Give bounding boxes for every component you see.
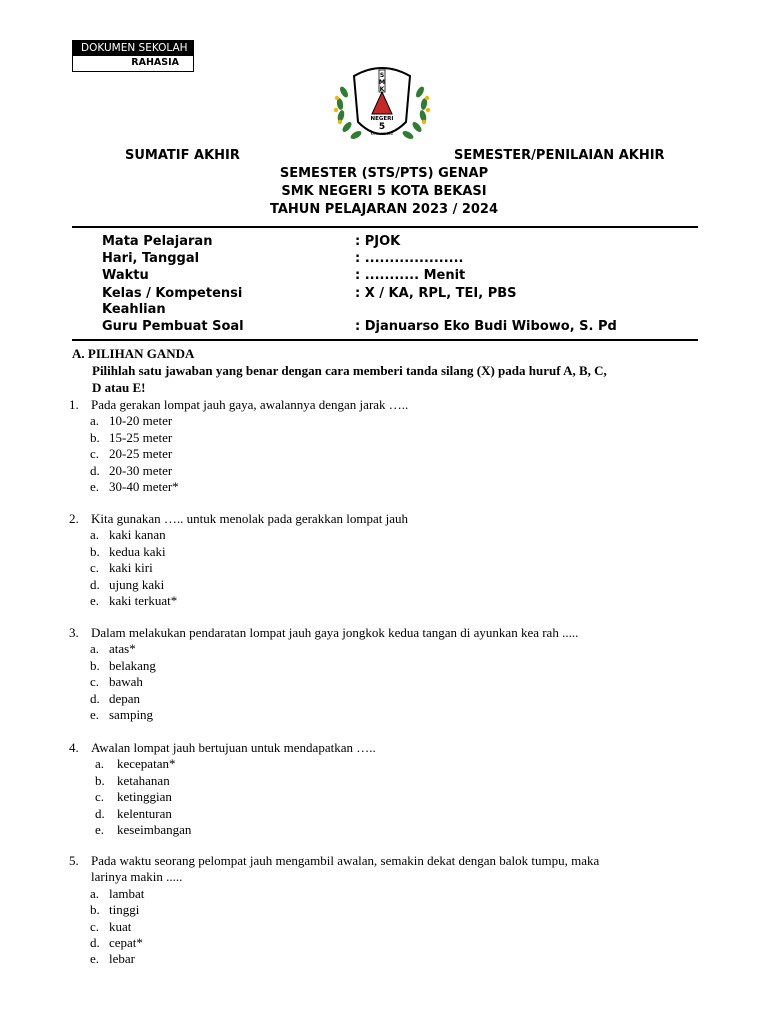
- option-letter: b.: [90, 543, 100, 559]
- option-text: cepat*: [109, 935, 143, 950]
- question-text: Dalam melakukan pendaratan lompat jauh gaya jongkok kedua tangan di ayunkan kea rah .....: [91, 625, 579, 640]
- option-letter: e.: [95, 822, 105, 837]
- header-divider-top: [72, 226, 698, 228]
- header-school: SMK NEGERI 5 KOTA BEKASI: [281, 184, 487, 199]
- option-text: kaki terkuat*: [109, 593, 178, 608]
- option-text: 15-25 meter: [109, 429, 173, 445]
- subject-value: : PJOK: [355, 234, 401, 249]
- logo-letter-s: S: [379, 72, 385, 79]
- header-left-title: SUMATIF AKHIR: [125, 148, 240, 163]
- option-letter: d.: [90, 690, 100, 706]
- stamp-line-2: RAHASIA: [131, 57, 179, 68]
- option-text: kaki kiri: [109, 560, 153, 576]
- class-label-cont: Keahlian: [102, 302, 166, 317]
- option-letter: e.: [90, 479, 100, 494]
- option-letter: a.: [95, 756, 105, 772]
- question-text: Pada gerakan lompat jauh gaya, awalannya dengan jarak …..: [91, 397, 409, 412]
- option-text: 20-25 meter: [109, 446, 173, 462]
- option-text: samping: [109, 707, 154, 722]
- header-right-title: SEMESTER/PENILAIAN AKHIR: [454, 148, 665, 163]
- option-text: kaki kanan: [109, 527, 166, 543]
- option-letter: b.: [90, 657, 100, 673]
- option-text: kuat: [109, 918, 132, 934]
- option-text: ketinggian: [117, 789, 172, 805]
- logo-letter-k: K: [379, 86, 385, 93]
- option-letter: b.: [95, 772, 105, 788]
- logo-number: 5: [378, 122, 386, 132]
- question-number: 5.: [69, 853, 79, 868]
- date-label: Hari, Tanggal: [102, 251, 200, 266]
- question-text: Kita gunakan ….. untuk menolak pada gerakkan lompat jauh: [91, 511, 408, 526]
- option-text: 10-20 meter: [109, 413, 173, 429]
- header-divider-bottom: [72, 339, 698, 341]
- option-letter: c.: [90, 446, 100, 462]
- option-letter: d.: [95, 805, 105, 821]
- time-label: Waktu: [102, 268, 149, 283]
- question-text-cont: larinya makin .....: [91, 869, 183, 885]
- option-text: bawah: [109, 674, 143, 690]
- header-semester: SEMESTER (STS/PTS) GENAP: [279, 166, 489, 181]
- option-letter: c.: [90, 674, 100, 690]
- instruction-line-2: D atau E!: [92, 380, 146, 395]
- date-value: : ....................: [355, 251, 464, 266]
- option-text: belakang: [109, 657, 156, 673]
- option-text: 30-40 meter*: [109, 479, 179, 494]
- document-stamp: [72, 40, 194, 72]
- option-text: depan: [109, 690, 141, 706]
- class-label: Kelas / Kompetensi: [102, 286, 243, 301]
- header-year: TAHUN PELAJARAN 2023 / 2024: [269, 202, 499, 217]
- class-value: : X / KA, RPL, TEI, PBS: [355, 286, 517, 301]
- option-letter: d.: [90, 462, 100, 478]
- option-letter: a.: [90, 413, 100, 429]
- question-text: Awalan lompat jauh bertujuan untuk mendapatkan …..: [91, 740, 376, 755]
- option-letter: c.: [90, 918, 100, 934]
- option-text: kedua kaki: [109, 543, 166, 559]
- stamp-line-1: DOKUMEN SEKOLAH: [73, 41, 193, 56]
- instruction-line-1: Pilihlah satu jawaban yang benar dengan cara memberi tanda silang (X) pada huruf A, B, C,: [92, 363, 607, 378]
- option-text: kelenturan: [117, 805, 172, 821]
- option-letter: a.: [90, 885, 100, 901]
- option-letter: b.: [90, 902, 100, 918]
- option-letter: c.: [90, 560, 100, 576]
- teacher-value: : Djanuarso Eko Budi Wibowo, S. Pd: [355, 319, 617, 334]
- question-number: 4.: [69, 740, 79, 755]
- subject-label: Mata Pelajaran: [102, 234, 213, 249]
- option-letter: a.: [90, 641, 100, 657]
- option-letter: d.: [90, 576, 100, 592]
- option-text: keseimbangan: [117, 822, 192, 837]
- option-letter: e.: [90, 593, 100, 608]
- option-letter: e.: [90, 707, 100, 722]
- time-value: : ........... Menit: [355, 268, 466, 283]
- logo-letter-m: M: [379, 79, 385, 86]
- option-text: tinggi: [109, 902, 140, 918]
- option-text: 20-30 meter: [109, 462, 173, 478]
- option-letter: d.: [90, 935, 100, 950]
- option-letter: b.: [90, 429, 100, 445]
- teacher-label: Guru Pembuat Soal: [102, 319, 244, 334]
- option-text: atas*: [109, 641, 136, 657]
- option-text: kecepatan*: [117, 756, 176, 772]
- option-text: ketahanan: [117, 772, 170, 788]
- question-number: 1.: [69, 397, 79, 412]
- option-text: lambat: [109, 885, 145, 901]
- option-letter: a.: [90, 527, 100, 543]
- school-logo: [332, 62, 432, 146]
- option-text: ujung kaki: [109, 576, 165, 592]
- question-number: 3.: [69, 625, 79, 640]
- logo-city: KOTA BEKASI: [370, 132, 394, 136]
- section-title: A. PILIHAN GANDA: [72, 346, 195, 361]
- question-text: Pada waktu seorang pelompat jauh mengambil awalan, semakin dekat dengan balok tumpu, maka: [91, 853, 600, 868]
- option-letter: c.: [95, 789, 105, 805]
- option-letter: e.: [90, 951, 100, 967]
- logo-negeri: NEGERI: [370, 116, 394, 122]
- question-number: 2.: [69, 511, 79, 526]
- option-text: lebar: [109, 951, 135, 967]
